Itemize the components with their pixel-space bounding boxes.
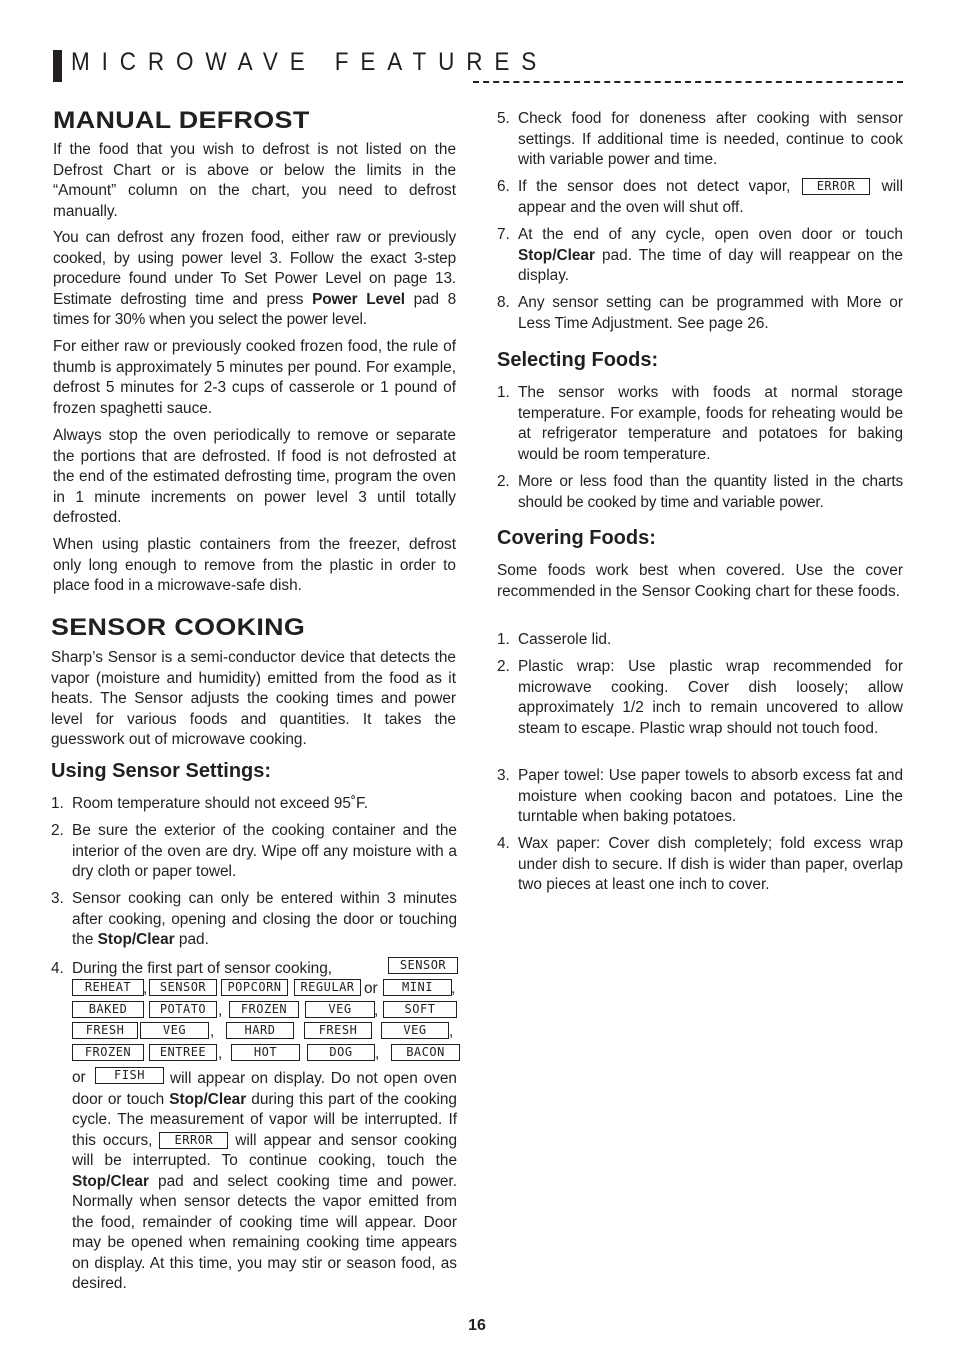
item-text: Wax paper: Cover dish completely; fold excess wrap under dish to secure. If dish is wider than paper, overlap two pieces at least one inch to cover. bbox=[518, 835, 903, 893]
p2-bold: Power Level bbox=[312, 290, 405, 308]
header-dashed-rule bbox=[473, 81, 903, 83]
display-sensor-2: SENSOR bbox=[149, 979, 217, 996]
item-bold: Stop/Clear bbox=[518, 246, 595, 264]
item-text: If the sensor does not detect vapor, bbox=[518, 178, 791, 195]
item-text: At the end of any cycle, open oven door or touch bbox=[518, 226, 903, 243]
item-4-after-error: will appear and sensor cooking will be interrupted. To continue cooking, touch the bbox=[72, 1131, 457, 1169]
item-number: 3. bbox=[51, 890, 64, 907]
using-sensor-item-4-body bbox=[72, 1069, 457, 1295]
display-soft: SOFT bbox=[383, 1001, 457, 1018]
item-number: 3. bbox=[497, 767, 510, 784]
item-4-bold-1: Stop/Clear bbox=[169, 1090, 247, 1108]
manual-defrost-p4: Always stop the oven periodically to remove or separate the portions that are defrosted. If food is not defrosted at the end of the estimated defrosting time, program the oven in 1 minute increments on power level 3 until totally defrosted. bbox=[53, 427, 456, 526]
item-4-mid: during this part of the cooking cycle. The measurement of vapor will be interrupted. If this occurs, bbox=[72, 1090, 457, 1149]
item-text: Plastic wrap: Use plastic wrap recommended for microwave cooking. Cover dish loosely; allow approximately 1/2 inch to remain uncovered to allow steam to escape. Plastic wrap should not touch food. bbox=[518, 658, 903, 737]
display-fish: FISH bbox=[95, 1067, 164, 1084]
item-text: Any sensor setting can be programmed with More or Less Time Adjustment. See page 26. bbox=[518, 294, 903, 332]
display-hard: HARD bbox=[226, 1022, 294, 1039]
item-lead-text: During the first part of sensor cooking, bbox=[72, 960, 333, 977]
display-baked: BAKED bbox=[72, 1001, 144, 1018]
item-number: 1. bbox=[497, 631, 510, 648]
sensor-cooking-heading: SENSOR COOKING bbox=[51, 614, 306, 641]
item-4-tail: pad and select cooking time and power. Normally when sensor detects the vapor emitted from the food, remainder of cooking time will appear. Door may be opened when remaining cooking time appears on display. At this time, you may stir or season food, as desired. bbox=[72, 1172, 457, 1292]
display-veg-3: VEG bbox=[381, 1022, 449, 1039]
manual-defrost-p3: For either raw or previously cooked frozen food, the rule of thumb is approximately 5 minutes per pound. For example, defrost 5 minutes for 2-3 cups of casserole or 1 pound of frozen spaghetti sauce. bbox=[53, 338, 456, 417]
using-sensor-item-1 bbox=[51, 794, 457, 815]
using-sensor-item-3 bbox=[51, 889, 457, 951]
display-dog: DOG bbox=[307, 1044, 375, 1061]
using-sensor-item-2 bbox=[51, 821, 457, 883]
item-number: 5. bbox=[497, 110, 510, 127]
covering-item-2 bbox=[497, 657, 903, 739]
item-number: 7. bbox=[497, 226, 510, 243]
item-number: 1. bbox=[51, 795, 64, 812]
using-sensor-heading: Using Sensor Settings: bbox=[51, 760, 272, 782]
display-hot: HOT bbox=[231, 1044, 300, 1061]
item-number: 4. bbox=[51, 960, 64, 977]
covering-foods-heading: Covering Foods: bbox=[497, 527, 656, 549]
manual-defrost-p2 bbox=[53, 228, 456, 331]
item-text-tail: pad. bbox=[174, 931, 209, 948]
item-bold: Stop/Clear bbox=[97, 931, 175, 948]
display-error-2: ERROR bbox=[802, 178, 870, 195]
display-frozen: FROZEN bbox=[229, 1001, 299, 1018]
item-text: Be sure the exterior of the cooking container and the interior of the oven are dry. Wipe off any moisture with a dry cloth or paper towel. bbox=[72, 822, 457, 880]
or-text-2: or bbox=[72, 1069, 86, 1086]
item-text: More or less food than the quantity listed in the charts should be cooked by time and variable power. bbox=[518, 473, 903, 511]
display-frozen-2: FROZEN bbox=[72, 1044, 144, 1061]
display-popcorn: POPCORN bbox=[221, 979, 288, 996]
display-mini: MINI bbox=[383, 979, 452, 996]
display-sensor: SENSOR bbox=[388, 957, 458, 974]
covering-item-3 bbox=[497, 766, 903, 828]
item-number: 1. bbox=[497, 384, 510, 401]
item-number: 2. bbox=[51, 822, 64, 839]
selecting-item-1 bbox=[497, 383, 903, 465]
selecting-item-2 bbox=[497, 472, 903, 513]
item-number: 8. bbox=[497, 294, 510, 311]
selecting-foods-heading: Selecting Foods: bbox=[497, 349, 659, 371]
display-potato: POTATO bbox=[149, 1001, 217, 1018]
item-text: The sensor works with foods at normal storage temperature. For example, foods for reheating would be at refrigerator temperature and potatoes for baking would be room temperature. bbox=[518, 384, 903, 463]
display-bacon: BACON bbox=[391, 1044, 460, 1061]
manual-defrost-heading: MANUAL DEFROST bbox=[53, 107, 310, 134]
display-veg-2: VEG bbox=[140, 1022, 209, 1039]
item-text: Check food for doneness after cooking with sensor settings. If additional time is needed, continue to cook with variable power and time. bbox=[518, 110, 903, 168]
right-item-5 bbox=[497, 109, 903, 171]
item-text-tail: will appear and the oven will shut off. bbox=[518, 178, 903, 216]
p2-text-b: pad 8 times for 30% when you select the power level. bbox=[53, 290, 457, 328]
right-item-7 bbox=[497, 225, 903, 287]
covering-item-4 bbox=[497, 834, 903, 896]
display-fresh-2: FRESH bbox=[304, 1022, 372, 1039]
page-header bbox=[53, 48, 903, 86]
item-text: Paper towel: Use paper towels to absorb excess fat and moisture when cooking bacon and potatoes. Line the turntable when baking potatoes. bbox=[518, 767, 903, 825]
item-number: 4. bbox=[497, 835, 510, 852]
item-4-bold-2: Stop/Clear bbox=[72, 1172, 149, 1190]
item-4-after: will appear on display. Do not open oven door or touch bbox=[72, 1070, 457, 1108]
page-number: 16 bbox=[468, 1317, 486, 1334]
p2-text-a: You can defrost any frozen food, either raw or previously cooked, by using power level 3. Follow the exact 3-step procedure found under To Set Power Level on page 13. Estimate defrosting time and press bbox=[53, 229, 456, 308]
display-reheat: REHEAT bbox=[72, 979, 144, 996]
or-text-1: or bbox=[364, 980, 378, 997]
right-item-8 bbox=[497, 293, 903, 334]
display-veg: VEG bbox=[305, 1001, 375, 1018]
covering-intro: Some foods work best when covered. Use the cover recommended in the Sensor Cooking chart for these foods. bbox=[497, 562, 903, 600]
item-text: Sensor cooking can only be entered within 3 minutes after cooking, opening and closing the door or touching the bbox=[72, 890, 457, 948]
sensor-cooking-intro: Sharp’s Sensor is a semi-conductor device that detects the vapor (moisture and humidity) emitted from the food as it heats. The Sensor adjusts the cooking times and power level for various foods and quantities. It takes the guesswork out of microwave cooking. bbox=[51, 649, 456, 748]
item-number: 2. bbox=[497, 658, 510, 675]
item-text: Room temperature should not exceed 95˚F. bbox=[72, 795, 369, 812]
right-item-6 bbox=[497, 177, 903, 218]
display-regular: REGULAR bbox=[294, 979, 361, 996]
display-error: ERROR bbox=[159, 1132, 228, 1149]
item-text: Casserole lid. bbox=[518, 631, 612, 648]
display-fresh: FRESH bbox=[72, 1022, 138, 1039]
item-number: 2. bbox=[497, 473, 510, 490]
manual-defrost-p5: When using plastic containers from the freezer, defrost only long enough to remove from the plastic in order to place food in a microwave-safe dish. bbox=[53, 536, 456, 594]
covering-item-1 bbox=[497, 630, 903, 651]
manual-defrost-p1: If the food that you wish to defrost is not listed on the Defrost Chart or is above or below the limits in the “Amount” column on the chart, you need to defrost manually. bbox=[53, 141, 456, 220]
display-entree: ENTREE bbox=[149, 1044, 217, 1061]
item-text-tail: pad. The time of day will reappear on the display. bbox=[518, 246, 903, 284]
header-title: MICROWAVE FEATURES bbox=[71, 48, 549, 76]
item-number: 6. bbox=[497, 178, 510, 195]
header-bar bbox=[53, 50, 62, 82]
